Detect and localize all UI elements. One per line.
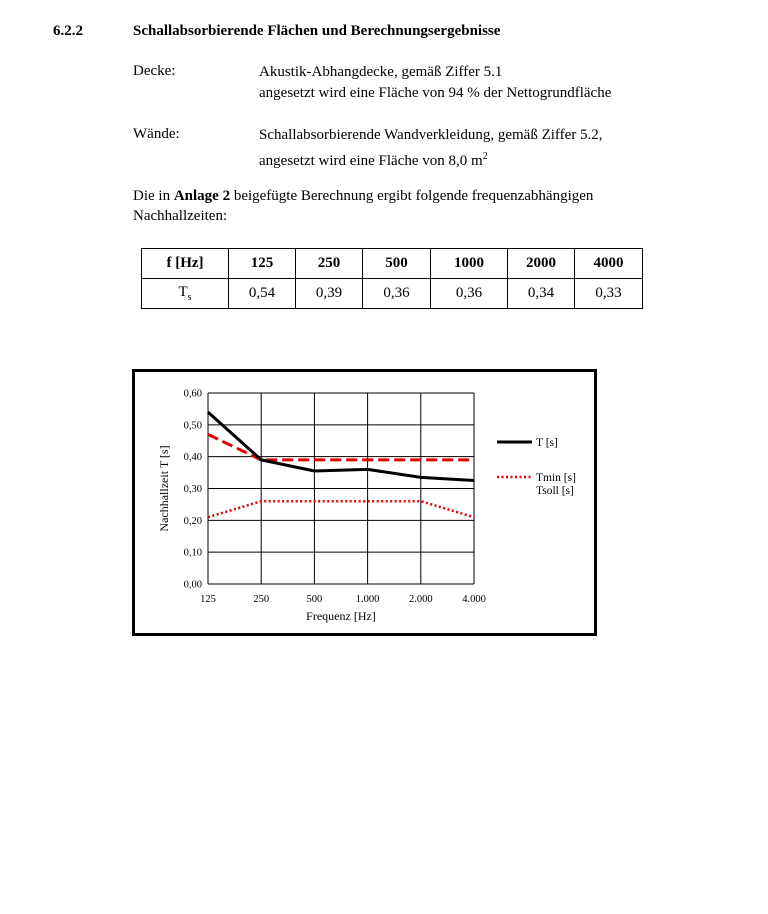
series-line-tmin (208, 501, 474, 517)
table-header-label: f [Hz] (142, 249, 229, 279)
x-tick-label: 125 (200, 594, 216, 605)
intro-line-1 (133, 186, 593, 206)
x-tick-label: 500 (306, 594, 323, 605)
y-tick-label: 0,10 (183, 547, 202, 559)
legend-label-tmin: Tmin [s] (536, 472, 576, 484)
table-cell: 0,36 (363, 279, 431, 309)
table-header-row (142, 249, 643, 279)
section-number: 6.2.2 (53, 23, 83, 39)
reverberation-chart (135, 372, 594, 633)
x-tick-label: 2.000 (408, 594, 433, 605)
y-tick-label: 0,20 (183, 515, 202, 527)
intro-bold: Anlage 2 (173, 188, 231, 204)
y-tick-label: 0,60 (183, 388, 202, 400)
waende-line-2-text: angesetzt wird eine Fläche von 8,0 m (259, 153, 483, 169)
x-tick-label: 1.000 (355, 594, 380, 605)
table-cell: 0,33 (575, 279, 643, 309)
section-title: Schallabsorbierende Flächen und Berechnungsergebnisse (133, 23, 501, 39)
table-cell: 0,36 (431, 279, 508, 309)
intro-line-2: Nachhallzeiten: (133, 208, 228, 224)
intro-pre: Die in (133, 188, 174, 204)
table-row-label (142, 279, 229, 309)
table-header-cell: 2000 (508, 249, 575, 279)
legend-label-t: T [s] (536, 437, 558, 449)
chart-frame (132, 369, 597, 636)
intro-paragraph (133, 186, 593, 226)
decke-description (259, 62, 611, 104)
y-tick-label: 0,30 (183, 484, 202, 495)
waende-line-1: Schallabsorbierende Wandverkleidung, gemäß Ziffer 5.2, (259, 127, 603, 143)
y-tick-label: 0,50 (183, 420, 202, 432)
x-tick-label: 4.000 (462, 594, 486, 605)
series-line-t (208, 412, 474, 480)
waende-line-2-superscript: 2 (482, 151, 488, 162)
row-label-main: T (178, 284, 188, 300)
waende-line-2 (259, 146, 603, 172)
decke-line-1: Akustik-Abhangdecke, gemäß Ziffer 5.1 (259, 64, 503, 80)
table-cell: 0,39 (296, 279, 363, 309)
x-tick-label: 250 (253, 594, 270, 605)
table-header-cell: 125 (229, 249, 296, 279)
y-tick-label: 0,40 (183, 452, 202, 464)
table-header-cell: 500 (363, 249, 431, 279)
waende-label: Wände: (133, 126, 180, 142)
table-cell: 0,34 (508, 279, 575, 309)
table-header-cell: 4000 (575, 249, 643, 279)
table-header-cell: 1000 (431, 249, 508, 279)
table-row (142, 279, 643, 309)
decke-line-2: angesetzt wird eine Fläche von 94 % der Nettogrundfläche (259, 85, 612, 101)
decke-label: Decke: (133, 63, 176, 79)
y-axis-label: Nachhallzeit T [s] (157, 445, 171, 532)
legend-label-tsoll: Tsoll [s] (536, 485, 574, 497)
waende-description (259, 125, 603, 172)
reverberation-table (141, 248, 643, 309)
x-axis-label: Frequenz [Hz] (306, 609, 376, 623)
y-tick-label: 0,00 (183, 579, 202, 591)
table-cell: 0,54 (229, 279, 296, 309)
table-header-cell: 250 (296, 249, 363, 279)
intro-post: beigefügte Berechnung ergibt folgende frequenzabhängigen (230, 188, 594, 204)
row-label-sub: s (187, 292, 192, 303)
